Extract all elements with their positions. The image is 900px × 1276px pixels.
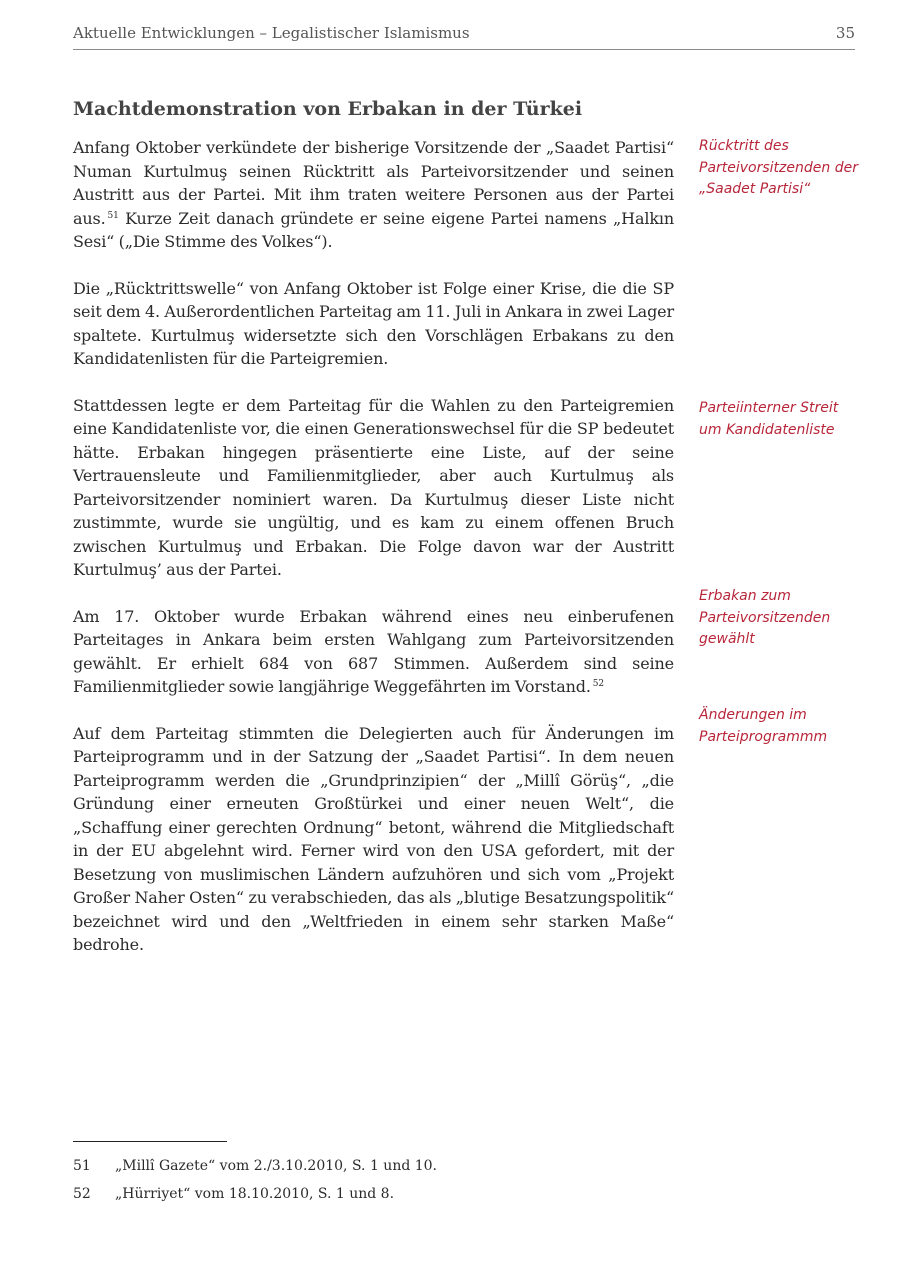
page-number: 35 bbox=[835, 24, 855, 42]
section-title: Machtdemonstration von Erbakan in der Türkei bbox=[73, 98, 583, 120]
margin-note-4: Änderungen im Parteiprogrammm bbox=[699, 707, 828, 745]
footnote-ref-52[interactable]: 52 bbox=[592, 679, 604, 689]
margin-note-2: Parteiinterner Streit um Kandidatenliste bbox=[699, 400, 839, 438]
footnote-divider bbox=[73, 1141, 227, 1142]
footnote-ref-51[interactable]: 51 bbox=[107, 210, 119, 221]
footnote-text: „Millî Gazete“ vom 2./3.10.2010, S. 1 und 10. bbox=[115, 1158, 438, 1174]
footnote-number: 52 bbox=[73, 1186, 91, 1202]
paragraph-5: Auf dem Parteitag stimmten die Delegierten auch für Änderungen im Parteiprogramm und in der Satzung der „Saadet Partisi“. In dem neuen Parteiprogramm werden die „Grundprinzipien“ der „Millî Görüş“, „die Gründung einer erneuten Großtürkei und einer neuen Welt“, die „Schaffung einer gerechten Ordnung“ betont, während die Mitgliedschaft in der EU abgelehnt wird. Ferner wird von den USA gefordert, mit der Besetzung von muslimischen Ländern aufzuhören und sich vom „Projekt Großer Naher Osten“ zu verabschieden, das als „blutige Besatzungspolitik“ bezeichnet wird und den „Weltfrieden in einem sehr starken Maße“ bedrohe. bbox=[73, 723, 674, 954]
margin-note-1: Rücktritt des Parteivorsitzenden der „Saadet Partisi“ bbox=[699, 138, 858, 197]
margin-note-3: Erbakan zum Parteivorsitzenden gewählt bbox=[699, 588, 831, 647]
body-text bbox=[73, 136, 674, 980]
paragraph-3: Stattdessen legte er dem Parteitag für die Wahlen zu den Parteigremien eine Kandidatenliste vor, die einen Generationswechsel für die SP bedeutet hätte. Erbakan hingegen präsentierte eine Liste, auf der seine Vertrauensleute und Familienmitglieder, aber auch Kurtulmuş als Parteivorsitzender nominiert waren. Da Kurtulmuş dieser Liste nicht zustimmte, wurde sie ungültig, und es kam zu einem offenen Bruch zwischen Kurtulmuş und Erbakan. Die Folge davon war der Austritt Kurtulmuş’ aus der Partei. bbox=[73, 395, 674, 579]
footnote-52 bbox=[73, 1186, 394, 1202]
paragraph-4: Am 17. Oktober wurde Erbakan während eines neu einberufenen Parteitages in Ankara beim ersten Wahlgang zum Parteivorsitzenden gewählt. Er erhielt 684 von 687 Stimmen. Außerdem sind seine Familienmitglieder sowie langjährige Weggefährten im Vorstand. $^{52}$ bbox=[73, 606, 674, 696]
footnote-51 bbox=[73, 1158, 437, 1174]
paragraph-1: Anfang Oktober verkündete der bisherige Vorsitzende der „Saadet Partisi“ Numan Kurtulmuş seinen Rücktritt als Parteivorsitzender und seinen Austritt aus der Partei. Mit ihm traten weitere Personen aus der Partei aus. $^{51}$ Kurze Zeit danach gründete er seine eigene Partei namens „Halkın Sesi“ („Die Stimme des Volkes“). bbox=[73, 138, 674, 251]
running-title: Aktuelle Entwicklungen – Legalistischer Islamismus bbox=[73, 24, 470, 42]
footnote-text: „Hürriyet“ vom 18.10.2010, S. 1 und 8. bbox=[115, 1186, 395, 1202]
footnote-number: 51 bbox=[73, 1158, 91, 1174]
running-header bbox=[73, 22, 855, 50]
paragraph-2: Die „Rücktrittswelle“ von Anfang Oktober ist Folge einer Krise, die die SP seit dem 4. Außerordentlichen Parteitag am 11. Juli in Ankara in zwei Lager spaltete. Kurtulmuş widersetzte sich den Vorschlägen Erbakans zu den Kandidatenlisten für die Parteigremien. bbox=[73, 278, 674, 368]
